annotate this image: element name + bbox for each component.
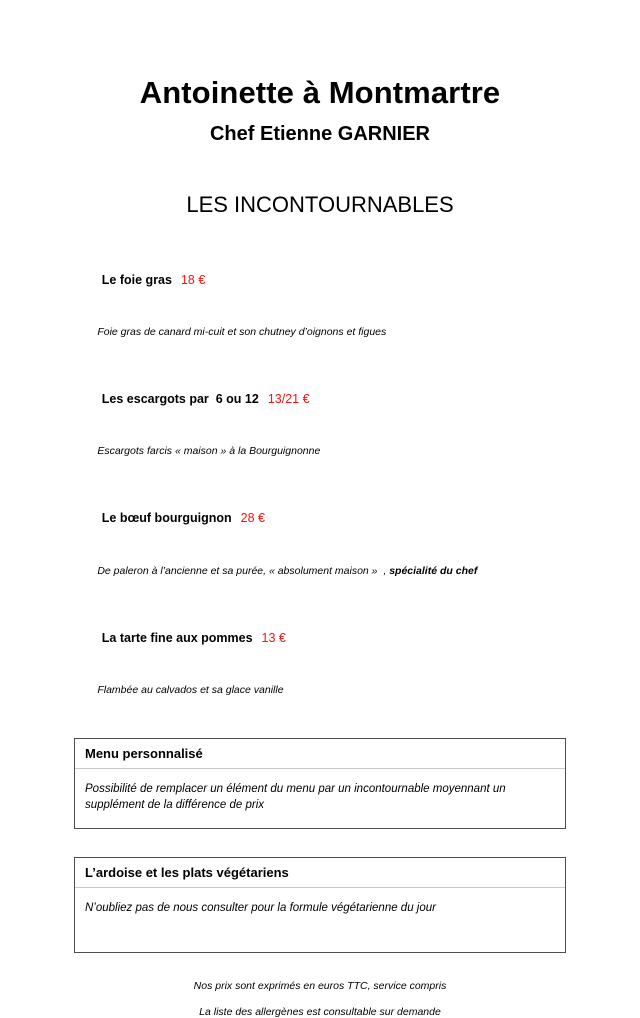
- chef-name: Chef Etienne GARNIER: [209, 123, 431, 146]
- dish-description: [74, 661, 566, 710]
- dish-price: 28 €: [240, 511, 265, 526]
- dish-description: [74, 541, 566, 590]
- dish-item: [74, 258, 566, 352]
- dish-name: Le foie gras: [101, 272, 172, 287]
- info-box-ardoise-vegetariens: [74, 857, 566, 953]
- dish-list: [74, 218, 566, 711]
- dish-description-text: Flambée au calvados et sa glace vanille: [97, 683, 284, 696]
- dish-name: Le bœuf bourguignon: [101, 511, 232, 526]
- dish-name: Les escargots par 6 ou 12: [101, 392, 259, 407]
- info-box-header: L’ardoise et les plats végétariens: [75, 858, 565, 888]
- dish-price: 13 €: [261, 630, 286, 645]
- dish-item: [74, 377, 566, 471]
- dish-description-emphasis: spécialité du chef: [389, 564, 478, 577]
- footer-note-prices: Nos prix sont exprimés en euros TTC, service compris: [193, 980, 447, 993]
- info-box-body: N’oubliez pas de nous consulter pour la formule végétarienne du jour: [85, 901, 436, 914]
- dish-price: 18 €: [180, 272, 206, 287]
- section-heading-incontournables: LES INCONTOURNABLES: [186, 192, 454, 218]
- dish-description-text: Foie gras de canard mi-cuit et son chutney d’oignons et figues: [97, 325, 387, 338]
- dish-title-row: [74, 496, 566, 541]
- info-box-menu-personnalise: [74, 738, 566, 829]
- dish-title-row: [74, 258, 566, 303]
- dish-title-row: [74, 377, 566, 422]
- dish-description: [74, 303, 566, 352]
- info-box-header: Menu personnalisé: [75, 739, 565, 769]
- dish-description: [74, 422, 566, 471]
- footer-note-allergens: La liste des allergènes est consultable sur demande: [199, 1005, 441, 1018]
- dish-name: La tarte fine aux pommes: [101, 630, 253, 645]
- footer-notes: [74, 953, 566, 1018]
- dish-item: [74, 616, 566, 710]
- dish-item: [74, 496, 566, 590]
- dish-description-text: De paleron à l’ancienne et sa purée, « absolument maison » ,: [97, 564, 390, 577]
- dish-price: 13/21 €: [267, 392, 310, 407]
- restaurant-title: Antoinette à Montmartre: [139, 75, 501, 110]
- info-box-body: Possibilité de remplacer un élément du menu par un incontournable moyennant un supplément de la différence de prix: [85, 782, 506, 812]
- dish-description-text: Escargots farcis « maison » à la Bourguignonne: [97, 445, 321, 458]
- dish-title-row: [74, 616, 566, 661]
